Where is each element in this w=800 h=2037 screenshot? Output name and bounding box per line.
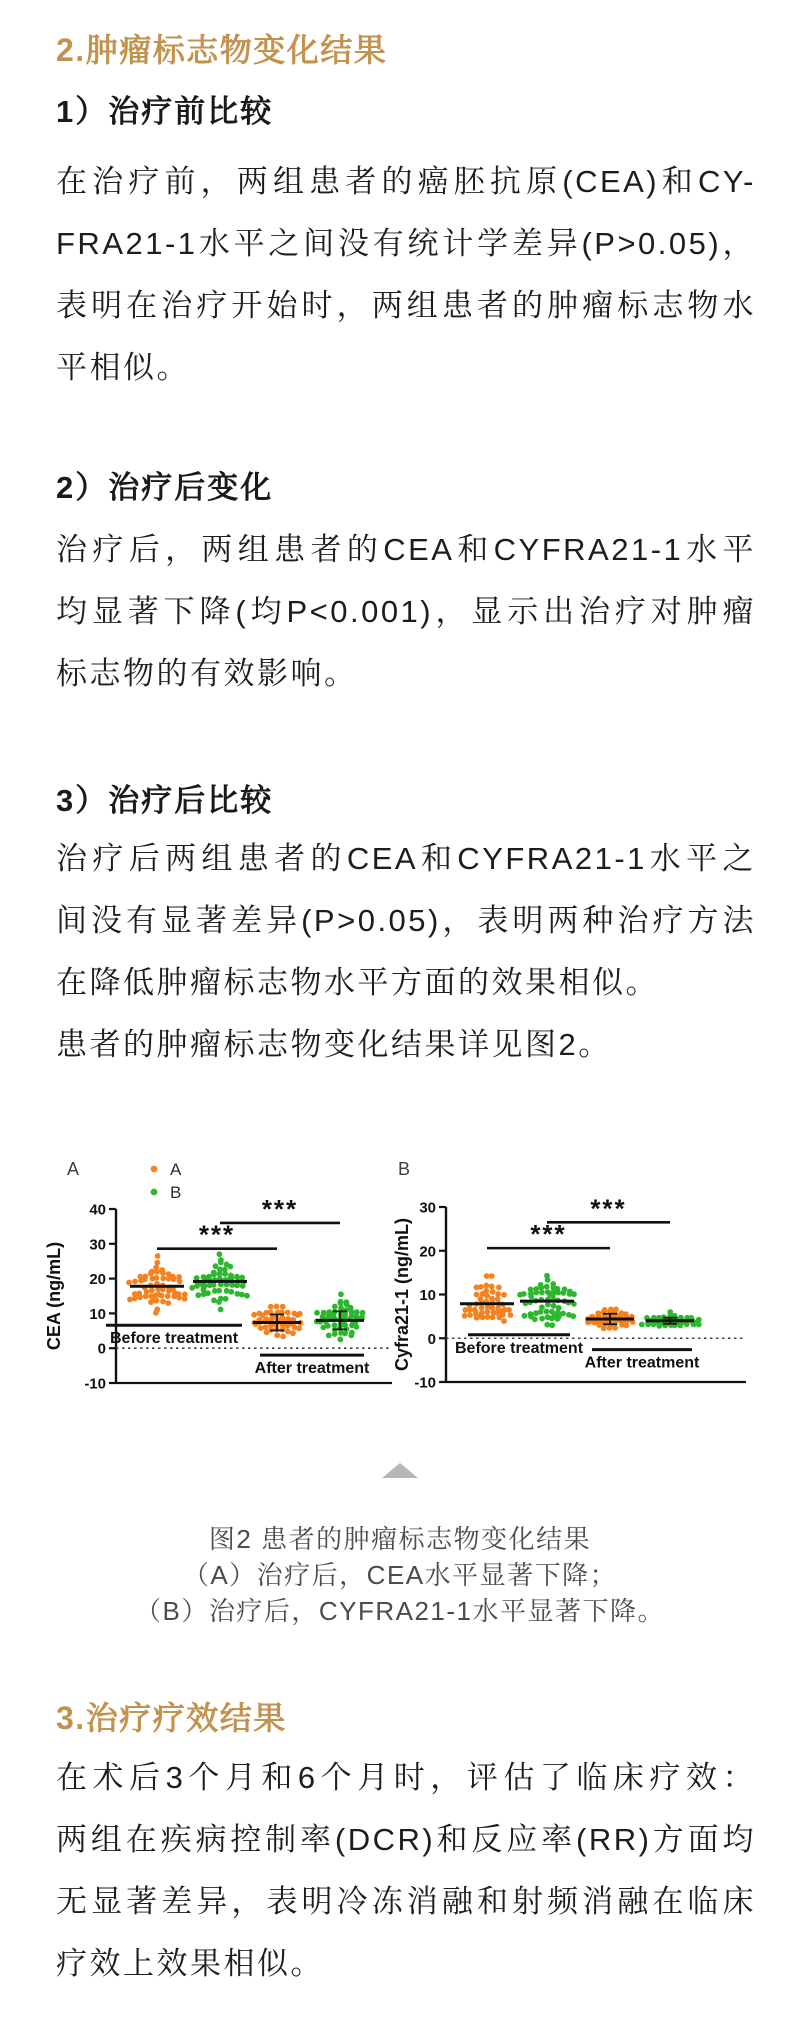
- legend-label-b: B: [170, 1183, 182, 1202]
- figure-caption-line: 图2 患者的肿瘤标志物变化结果: [208, 1524, 592, 1554]
- scatter-group-b-before: [189, 1251, 250, 1312]
- legend-dot-a: [151, 1166, 158, 1173]
- significance-stars: ***: [261, 1193, 299, 1224]
- text-line: 在降低肿瘤标志物水平方面的效果相似。: [56, 965, 659, 1000]
- scatter-group-b-after: [314, 1291, 366, 1342]
- scatter-group-b-after: [639, 1309, 702, 1329]
- y-tick-label: 10: [89, 1305, 106, 1323]
- phase-label: Before treatment: [109, 1330, 239, 1348]
- y-axis-title: Cyfra21-1 (ng/mL): [392, 1217, 412, 1372]
- paragraph-before-comparison: [56, 151, 756, 399]
- figure-caption-line: （A）治疗后，CEA水平显著下降；: [182, 1560, 618, 1590]
- scatter-chart-cyfra21-1: [390, 1152, 780, 1402]
- y-tick-label: -10: [84, 1375, 106, 1393]
- figure-2-tumor-marker-charts: [0, 1152, 800, 1402]
- collapse-triangle-icon[interactable]: [382, 1463, 418, 1478]
- significance-stars: ***: [590, 1193, 627, 1224]
- scatter-group-a-before: [460, 1273, 514, 1324]
- text-line: 在术后3个月和6个月时，评估了临床疗效：: [56, 1760, 756, 1795]
- y-tick-label: -10: [414, 1374, 436, 1392]
- text-line: 治疗后两组患者的CEA和CYFRA21-1水平之: [56, 841, 756, 876]
- text-line: 表明在治疗开始时，两组患者的肿瘤标志物水: [56, 288, 756, 323]
- y-tick-label: 0: [97, 1340, 106, 1358]
- y-tick-label: 30: [89, 1236, 106, 1254]
- figure-caption: [0, 1521, 800, 1629]
- text-line: 无显著差异，表明冷冻消融和射频消融在临床: [56, 1884, 756, 1919]
- text-line: 治疗后，两组患者的CEA和CYFRA21-1水平: [56, 532, 756, 567]
- y-tick-label: 0: [427, 1330, 436, 1348]
- scatter-chart-cea: [40, 1152, 400, 1402]
- phase-label: After treatment: [254, 1360, 370, 1378]
- text-line: 患者的肿瘤标志物变化结果详见图2。: [56, 1027, 612, 1062]
- text-line: 标志物的有效影响。: [56, 656, 358, 691]
- significance-stars: ***: [198, 1219, 236, 1250]
- y-tick-label: 20: [419, 1243, 436, 1261]
- significance-stars: ***: [530, 1219, 567, 1250]
- paragraph-figure-reference: [56, 1014, 756, 1076]
- subsection-title-post-change: 2）治疗后变化: [56, 470, 274, 505]
- paragraph-post-comparison: [56, 828, 756, 1014]
- panel-label: A: [67, 1159, 80, 1179]
- y-tick-label: 20: [89, 1271, 106, 1289]
- text-line: 两组在疾病控制率(DCR)和反应率(RR)方面均: [56, 1822, 756, 1857]
- y-tick-label: 40: [89, 1201, 106, 1219]
- legend-dot-b: [151, 1189, 158, 1196]
- figure-caption-line: （B）治疗后，CYFRA21-1水平显著下降。: [135, 1596, 665, 1626]
- y-tick-label: 30: [419, 1199, 436, 1217]
- text-line: 疗效上效果相似。: [56, 1946, 324, 1981]
- text-line: FRA21-1水平之间没有统计学差异(P>0.05)，: [56, 226, 756, 261]
- paragraph-efficacy: [56, 1747, 756, 1995]
- text-line: 平相似。: [56, 350, 190, 385]
- text-line: 均显著下降(均P<0.001)，显示出治疗对肿瘤: [56, 594, 756, 629]
- section-title-efficacy: 3.治疗疗效结果: [56, 1700, 287, 1736]
- subsection-title-before-comparison: 1）治疗前比较: [56, 94, 274, 129]
- legend-label-a: A: [170, 1160, 182, 1179]
- scatter-group-a-after: [585, 1307, 636, 1332]
- subsection-title-post-comparison: 3）治疗后比较: [56, 783, 274, 818]
- scatter-group-b-before: [517, 1273, 577, 1328]
- y-tick-label: 10: [419, 1287, 436, 1304]
- text-line: 间没有显著差异(P>0.05)，表明两种治疗方法: [56, 903, 756, 938]
- scatter-group-a-after: [251, 1304, 303, 1340]
- scatter-group-a-before: [126, 1253, 188, 1316]
- phase-label: After treatment: [584, 1354, 700, 1372]
- phase-label: Before treatment: [454, 1339, 584, 1357]
- section-title-tumor-markers: 2.肿瘤标志物变化结果: [56, 32, 388, 68]
- text-line: 在治疗前，两组患者的癌胚抗原(CEA)和CY-: [56, 164, 756, 199]
- panel-label: B: [398, 1159, 411, 1179]
- paragraph-post-change: [56, 519, 756, 705]
- y-axis-title: CEA (ng/mL): [44, 1241, 64, 1351]
